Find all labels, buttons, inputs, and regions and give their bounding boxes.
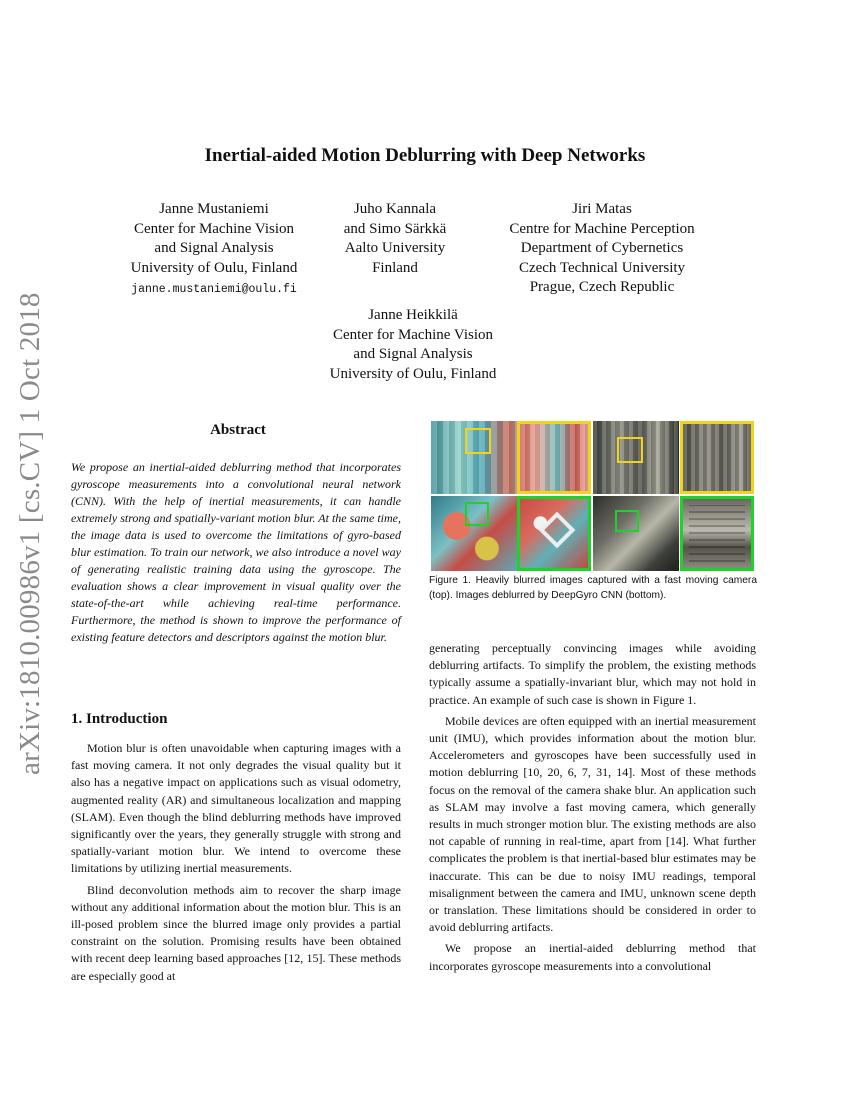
section-heading-introduction: 1. Introduction bbox=[71, 711, 168, 727]
abstract-heading: Abstract bbox=[210, 422, 266, 438]
intro-left-column bbox=[71, 740, 401, 989]
author-affiliation: University of Oulu, Finland bbox=[329, 365, 497, 382]
deblurred-crop-box bbox=[615, 510, 639, 532]
abstract-text: We propose an inertial-aided deblurring method that incorporates gyroscope measurements into a convolutional neural network (CNN). With the help of inertial measurements, it can handle extremely strong and spatially-variant motion blur. At the same time, the image data is used to overcome the limitations of gyro-based blur estimation. To train our network, we also introduce a novel way of generating realistic training data using the gyroscope. The evaluation shows a clear improvement in visual quality over the state-of-the-art while achieving real-time performance. Furthermore, the method is shown to improve the performance of existing feature detectors and descriptors against the motion blur. bbox=[71, 460, 401, 644]
deblurred-graffiti-zoom bbox=[517, 496, 591, 571]
arxiv-stamp: arXiv:1810.00986v1 [cs.CV] 1 Oct 2018 bbox=[14, 292, 46, 775]
author-block-matas bbox=[492, 200, 712, 298]
paragraph: Motion blur is often unavoidable when capturing images with a fast moving camera. It not only degrades the visual quality but it also has a negative impact on applications such as visual odometry, augmented reality (AR) and simultaneous localization and mapping (SLAM). Even though the blind deblurring methods have improved significantly over the years, they generally struggle with strong and spatially-variant motion blur. We intend to overcome these limitations by utilizing inertial measurements. bbox=[71, 741, 401, 876]
figure-1-caption: Figure 1. Heavily blurred images captured with a fast moving camera (top). Images deblurred by DeepGyro CNN (bottom). bbox=[429, 575, 757, 601]
author-affiliation: Czech Technical University bbox=[518, 259, 686, 276]
blurred-graffiti-zoom bbox=[517, 421, 591, 494]
paper-title: Inertial-aided Motion Deblurring with Deep Networks bbox=[204, 145, 646, 166]
author-affiliation: Center for Machine Vision bbox=[133, 220, 295, 237]
deblurred-crop-box bbox=[465, 502, 489, 526]
author-email: janne.mustaniemi@oulu.fi bbox=[131, 283, 297, 296]
author-block-heikkila bbox=[305, 306, 521, 384]
author-affiliation: and Signal Analysis bbox=[353, 346, 473, 362]
blurred-poster-image bbox=[593, 421, 679, 494]
deblurred-poster-zoom bbox=[680, 496, 754, 571]
deblurred-graffiti-image bbox=[431, 496, 517, 571]
author-affiliation: Aalto University bbox=[344, 240, 446, 256]
author-affiliation: Department of Cybernetics bbox=[520, 240, 684, 256]
author-affiliation: Centre for Machine Perception bbox=[509, 220, 695, 237]
author-name: Janne Mustaniemi bbox=[159, 201, 269, 217]
author-affiliation: Prague, Czech Republic bbox=[529, 279, 675, 295]
deblurred-poster-image bbox=[593, 496, 679, 571]
author-affiliation: Center for Machine Vision bbox=[332, 326, 494, 343]
blurred-crop-box bbox=[617, 437, 643, 463]
author-affiliation: and Signal Analysis bbox=[154, 240, 274, 256]
paragraph: We propose an inertial-aided deblurring method that incorporates gyroscope measurements into a convolutional bbox=[429, 941, 756, 973]
paragraph: Mobile devices are often equipped with an inertial measurement unit (IMU), which provides information about the motion blur. Accelerometers and gyroscopes have been successfully used in motion deblurring [10, 20, 6, 7, 31, 14]. Most of these methods focus on the removal of the camera shake blur. An application such as SLAM may involve a fast moving camera, which generally results in much stronger motion blur. The existing methods are also not capable of running in real-time, apart from [14]. What further complicates the problem is that inertial-based blur estimates may be inaccurate. This can be due to noisy IMU readings, temporal misalignment between the camera and IMU, unknown scene depth or translation. These limitations should be considered in order to avoid deblurring artifacts. bbox=[429, 713, 756, 935]
author-name: Juho Kannala bbox=[353, 201, 437, 217]
paragraph: Blind deconvolution methods aim to recover the sharp image without any additional information about the motion blur. This is an ill-posed problem since the blurred image only provides a partial constraint on the solution. Promising results have been obtained with recent deep learning based approaches [12, 15]. These methods are especially good at bbox=[71, 882, 401, 983]
figure-1-image-grid bbox=[431, 421, 754, 571]
author-affiliation: University of Oulu, Finland bbox=[130, 259, 298, 276]
paragraph: generating perceptually convincing images while avoiding deblurring artifacts. To simplify the problem, the existing methods typically assume a spatially-invariant blur, which may not hold in practice. An example of such case is shown in Figure 1. bbox=[429, 641, 756, 707]
intro-right-column bbox=[429, 640, 756, 979]
author-name: Janne Heikkilä bbox=[368, 307, 458, 323]
author-affiliation: Finland bbox=[372, 259, 418, 276]
blurred-crop-box bbox=[465, 428, 491, 454]
author-block-kannala-sarkka bbox=[322, 200, 468, 278]
author-name: and Simo Särkkä bbox=[343, 220, 447, 237]
blurred-poster-zoom bbox=[680, 421, 754, 494]
author-name: Jiri Matas bbox=[572, 201, 632, 217]
author-block-mustaniemi bbox=[114, 200, 314, 300]
